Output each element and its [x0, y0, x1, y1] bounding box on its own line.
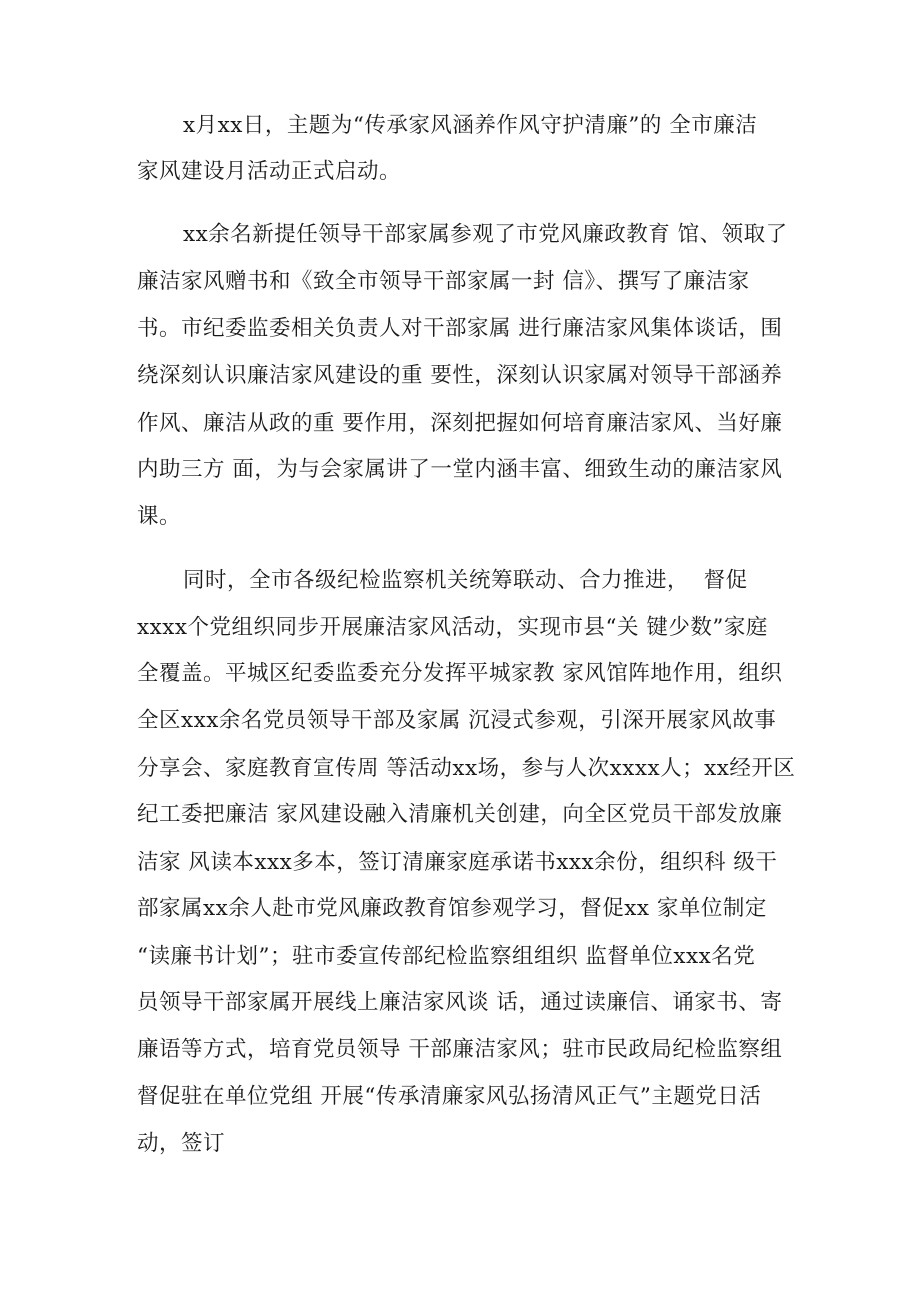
text-line: 廉洁家风赠书和《致全市领导干部家属一封 信》、撰写了廉洁家	[137, 269, 750, 294]
text-line: xx余名新提任领导干部家属参观了市党风廉政教育 馆、领取了	[183, 222, 788, 247]
text-line: xxxx个党组织同步开展廉洁家风活动，实现市县“关 键少数”家庭	[137, 615, 768, 640]
text-line: 洁家 风读本xxx多本，签订清廉家庭承诺书xxx余份，组织科 级干	[137, 850, 778, 875]
text-line: 督促驻在单位党组 开展“传承清廉家风弘扬清风正气”主题党日活	[137, 1084, 762, 1109]
text-line: 课。	[137, 504, 182, 529]
text-line: 全覆盖。平城区纪委监委充分发挥平城家教 家风馆阵地作用，组织	[137, 661, 783, 686]
text-line: 书。市纪委监委相关负责人对干部家属 进行廉洁家风集体谈话，围	[137, 316, 783, 341]
text-line: 全区xxx余名党员领导干部及家属 沉浸式参观，引深开展家风故事	[137, 708, 777, 733]
text-line: 同时，全市各级纪检监察机关统筹联动、合力推进， 督促	[183, 568, 748, 593]
text-line: 分享会、家庭教育宣传周 等活动xx场，参与人次xxxx人；xx经开区	[137, 756, 796, 781]
text-line: 员领导干部家属开展线上廉洁家风谈 话，通过读廉信、诵家书、寄	[137, 990, 783, 1015]
text-line: 绕深刻认识廉洁家风建设的重 要性，深刻认识家属对领导干部涵养	[137, 363, 783, 388]
text-line: 内助三方 面，为与会家属讲了一堂内涵丰富、细致生动的廉洁家风	[137, 457, 783, 482]
text-line: x月xx日，主题为“传承家风涵养作风守护清廉”的 全市廉洁	[183, 113, 758, 138]
text-line: 家风建设月活动正式启动。	[137, 159, 402, 184]
text-line: 部家属xx余人赴市党风廉政教育馆参观学习，督促xx 家单位制定	[137, 896, 767, 921]
text-line: “读廉书计划”；驻市委宣传部纪检监察组组织 监督单位xxx名党	[137, 944, 756, 969]
text-line: 纪工委把廉洁 家风建设融入清廉机关创建，向全区党员干部发放廉	[137, 802, 783, 827]
text-line: 廉语等方式，培育党员领导 干部廉洁家风；驻市民政局纪检监察组	[137, 1037, 783, 1062]
text-line: 动，签订	[137, 1131, 226, 1156]
text-line: 作风、廉洁从政的重 要作用，深刻把握如何培育廉洁家风、当好廉	[137, 411, 783, 436]
